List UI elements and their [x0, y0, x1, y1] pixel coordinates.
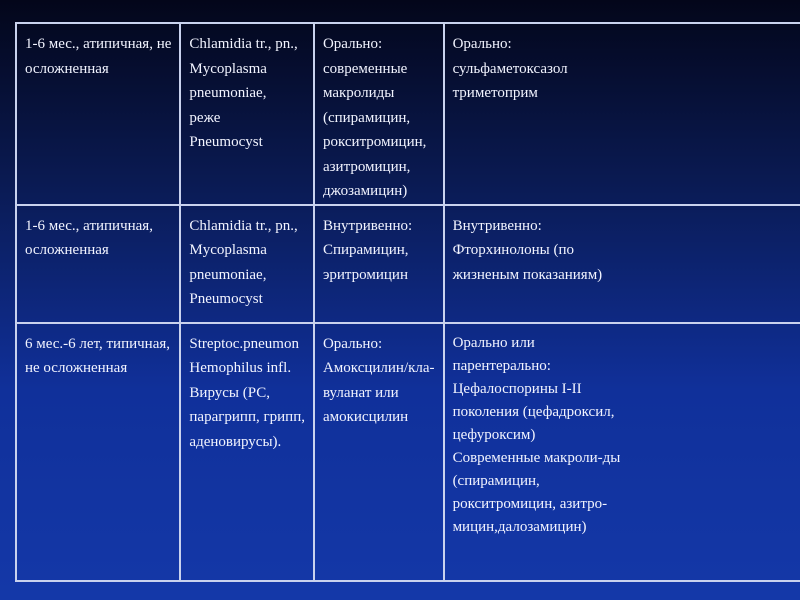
- cell-line: Hemophilus infl.: [189, 360, 292, 376]
- treatment-table: [15, 22, 800, 582]
- cell-line: Спирамицин,: [322, 242, 409, 258]
- cell-line: джозамицин): [322, 183, 408, 199]
- cell-line: цефуроксим): [452, 426, 536, 443]
- cell-line: аденовирусы).: [189, 433, 282, 450]
- cell-line: азитромицин,: [322, 158, 411, 175]
- cell-line: Орально:: [452, 36, 512, 52]
- cell-line: амокисцилин: [322, 409, 409, 425]
- cell-line: 6 мес.-6 лет, типичная,: [25, 335, 171, 352]
- cell-treatment-alt: [444, 323, 800, 581]
- cell-line: осложненная: [25, 242, 109, 258]
- cell-line: осложненная: [25, 60, 109, 77]
- cell-line: Амоксцилин/кла-: [322, 360, 435, 376]
- cell-line: современные: [322, 60, 408, 77]
- cell-line: Внутривенно:: [452, 217, 542, 234]
- cell-line: Streptoc.pneumon: [189, 335, 299, 352]
- cell-line: эритромицин: [322, 266, 408, 283]
- cell-line: pneumoniae,: [189, 266, 267, 283]
- cell-line: Chlamidia tr., pn.,: [189, 36, 298, 52]
- cell-line: Цефалоспорины I-II: [452, 380, 582, 397]
- cell-line: сульфаметоксазол: [452, 60, 568, 77]
- table-row: [16, 323, 800, 581]
- cell-line: парентерально:: [452, 357, 551, 374]
- cell-treatment-alt: [444, 205, 800, 323]
- cell-line: Вирусы (РС,: [189, 384, 271, 401]
- cell-line: парагрипп, грипп,: [189, 409, 305, 425]
- cell-line: рокситромицин, азитро-: [452, 495, 608, 512]
- cell-line: Mycoplasma: [189, 60, 267, 77]
- cell-line: макролиды: [322, 85, 395, 101]
- table-row: [16, 205, 800, 323]
- cell-pathogens: [180, 23, 314, 205]
- cell-treatment-mild: [314, 23, 444, 205]
- cell-line: не осложненная: [25, 360, 128, 376]
- cell-line: (спирамицин,: [322, 109, 411, 126]
- cell-line: Mycoplasma: [189, 242, 267, 258]
- cell-line: Pneumocyst: [189, 291, 263, 307]
- cell-line: вуланат или: [322, 384, 399, 401]
- cell-line: рокситромицин,: [322, 134, 427, 150]
- cell-pathogens: [180, 205, 314, 323]
- cell-treatment-mild: [314, 205, 444, 323]
- cell-line: Внутривенно:: [322, 217, 413, 234]
- cell-line: 1-6 мес., атипичная, не: [25, 36, 172, 52]
- cell-age-form: [16, 323, 180, 581]
- cell-treatment-alt: [444, 23, 800, 205]
- cell-treatment-mild: [314, 323, 444, 581]
- cell-age-form: [16, 205, 180, 323]
- cell-line: Орально:: [322, 36, 383, 52]
- cell-line: поколения (цефадроксил,: [452, 403, 615, 420]
- cell-line: Фторхинолоны (по: [452, 242, 574, 258]
- cell-line: Орально:: [322, 335, 383, 352]
- cell-line: мицин,далозамицин): [452, 518, 587, 535]
- table-row: [16, 23, 800, 205]
- cell-pathogens: [180, 323, 314, 581]
- cell-line: 1-6 мес., атипичная,: [25, 217, 153, 234]
- cell-line: pneumoniae,: [189, 85, 267, 101]
- cell-line: триметоприм: [452, 85, 538, 101]
- cell-line: (спирамицин,: [452, 472, 540, 489]
- cell-line: Современные макроли-ды: [452, 449, 621, 466]
- cell-line: реже: [189, 109, 221, 126]
- cell-line: Chlamidia tr., pn.,: [189, 217, 298, 234]
- cell-line: Pneumocyst: [189, 134, 263, 150]
- cell-age-form: [16, 23, 180, 205]
- cell-line: Орально или: [452, 334, 535, 351]
- cell-line: жизненым показаниям): [452, 266, 603, 283]
